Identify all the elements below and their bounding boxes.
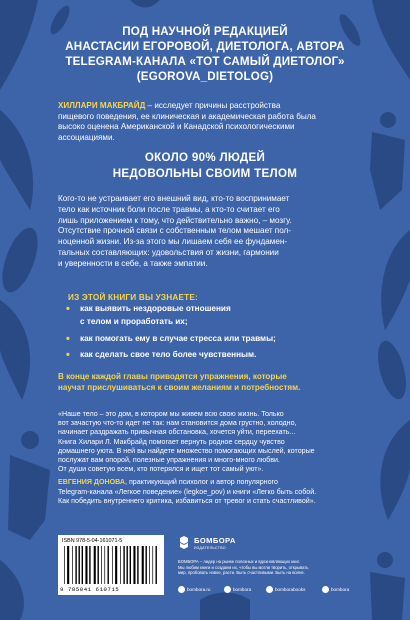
paragraph-line: тальных составляющих: удовольствия от жизни, гармонии — [58, 247, 279, 257]
barcode-bar — [101, 546, 102, 584]
author-bio-text: – исследует причины расстройства — [145, 101, 281, 110]
barcode-bar — [98, 546, 99, 584]
globe-icon — [178, 586, 185, 593]
quote-line: начинает раздражать привычная обстановка, хочется уйти, переехать... — [58, 428, 296, 437]
learn-title: ИЗ ЭТОЙ КНИГИ ВЫ УЗНАЕТЕ: — [68, 293, 198, 302]
barcode-bar — [115, 546, 117, 584]
barcode — [58, 535, 164, 595]
barcode-bar — [127, 546, 128, 584]
headline-line: ОКОЛО 90% ЛЮДЕЙ — [144, 151, 266, 164]
bullet-text: как сделать свое тело более чувственным. — [80, 350, 257, 359]
barcode-bar — [152, 546, 153, 584]
barcode-bar — [137, 546, 138, 584]
quote-author-line: Telegram-канала «Легкое поведение» (legkoe_pov) и книги «Легко быть собой. — [58, 487, 317, 496]
barcode-bar — [120, 546, 121, 584]
paragraph-line: Отсутствие прочной связи с собственным телом мешает пол- — [58, 226, 291, 236]
publisher-line: Мы любим книги и создаем их, чтобы вы могли творить, открывать — [178, 564, 309, 570]
quote-author-line: Как победить внутреннего критика, избавиться от тревог и стать счастливой». — [58, 496, 316, 505]
barcode-bar — [156, 546, 157, 584]
quote-line: Книга Хилари Л. Макбрайд помогает вернуть родное сердцу чувство — [58, 437, 285, 446]
social-label: bombora — [331, 587, 350, 592]
publisher-line: БОМБОРА – лидер на рынке полезных и вдохновляющих книг. — [178, 559, 300, 564]
editor-credit-header — [0, 24, 410, 84]
logo-text: БОМБОРА — [194, 536, 236, 545]
barcode-bar — [104, 546, 105, 584]
social-label: bombora — [233, 587, 252, 592]
barcode-bar — [67, 546, 69, 584]
barcode-bar — [142, 546, 144, 584]
barcode-bar — [72, 546, 73, 584]
quote-line: вот зачастую что-то идет не так: нам становится дома грустно, холодно, — [58, 419, 297, 428]
paragraph-line: тело как источник боли после травмы, а кто-то считает его — [58, 204, 280, 214]
publisher-logo — [178, 533, 258, 559]
author-name: ХИЛЛАРИ МАКБРАЙД — [58, 101, 146, 110]
description-paragraph — [58, 194, 358, 270]
bullet-dot-icon: • — [66, 303, 70, 315]
exercises-note — [58, 372, 358, 394]
vk-icon — [224, 586, 231, 593]
bullet-text: как помогать ему в случае стресса или травмы; — [80, 334, 276, 343]
telegram-icon — [266, 586, 273, 593]
paragraph-line: ноценной жизни. Из-за этого мы лишаем себя ее фундамен- — [58, 237, 288, 247]
isbn-text: ISBN 978-5-04-161071-5 — [62, 538, 123, 544]
barcode-bars — [62, 546, 162, 584]
quote-line: От души советую всем, кто потерялся и ищет тот самый уют». — [58, 465, 264, 474]
barcode-bar — [75, 546, 76, 584]
author-bio-line: высоко оценена Американской и Канадской психологическими — [58, 122, 295, 132]
paragraph-line: и уверенности в себе, а также эмпатии. — [58, 258, 208, 268]
social-link-telegram[interactable] — [266, 586, 305, 593]
barcode-bar — [82, 546, 83, 584]
barcode-bar — [130, 546, 131, 584]
exercises-line: В конце каждой главы приводятся упражнения, которые — [58, 372, 287, 381]
social-label: bomborabooks — [275, 587, 306, 592]
bullet-dot-icon: • — [66, 349, 70, 361]
bullet-text: с телом и проработать их; — [80, 317, 188, 326]
barcode-bar — [64, 546, 65, 584]
header-line: TELEGRAM-КАНАЛА «ТОТ САМЫЙ ДИЕТОЛОГ» — [65, 55, 345, 68]
social-link-vk[interactable] — [224, 586, 251, 593]
quote-line: домашнего уюта. В ней вы найдете множество помогающих мыслей, которые — [58, 446, 315, 455]
author-bio-line: ассоциациями. — [58, 132, 115, 142]
barcode-bar — [133, 546, 135, 584]
headline — [0, 150, 410, 182]
publisher-line: мир, пробовать новое, расти. Быть счастливыми. Быть на волне. — [178, 570, 305, 576]
social-links — [178, 586, 378, 596]
author-bio-line: пищевого поведения, ее клиническая и академическая работа была — [58, 111, 316, 121]
barcode-bar — [108, 546, 109, 584]
quote-author-name: ЕВГЕНИЯ ДОНОВА — [58, 478, 126, 487]
quote-line: «Наше тело – это дом, в котором мы живем всю свою жизнь. Только — [58, 410, 284, 418]
bombora-logo-icon — [178, 536, 190, 550]
barcode-bar — [146, 546, 147, 584]
exercises-line: научат прислушиваться к своим желаниям и потребностям. — [58, 382, 301, 392]
bullet-text: как выявить нездоровые отношения — [80, 304, 231, 313]
quote-author-text: , практикующий психолог и автор популярного — [125, 478, 278, 487]
quote-line: послужат вам опорой, полезные упражнения и много-много любви. — [58, 456, 280, 465]
barcode-bar — [85, 546, 87, 584]
youtube-icon — [322, 586, 329, 593]
author-bio-first-line — [58, 101, 358, 112]
header-line: ПОД НАУЧНОЙ РЕДАКЦИЕЙ — [122, 25, 288, 38]
social-label: bombora.ru — [187, 587, 211, 592]
testimonial-quote — [58, 410, 358, 506]
barcode-bar — [94, 546, 96, 584]
quote-author-line — [58, 478, 358, 487]
logo-subtitle: ИЗДАТЕЛЬСТВО — [194, 546, 226, 550]
paragraph-line: лишь приложением к тому, что действительно важно, – мозгу. — [58, 215, 292, 225]
bullet-dot-icon: • — [66, 333, 70, 345]
header-line: (EGOROVA_DIETOLOG) — [136, 70, 274, 83]
barcode-bar — [89, 546, 90, 584]
barcode-number: 9 785041 610715 — [60, 586, 120, 593]
headline-line: НЕДОВОЛЬНЫ СВОИМ ТЕЛОМ — [112, 167, 298, 180]
publisher-description — [178, 559, 378, 576]
paragraph-line: Кого-то не устраивает его внешний вид, кто-то воспринимает — [58, 194, 290, 203]
barcode-bar — [123, 546, 124, 584]
social-link-youtube[interactable] — [322, 586, 349, 593]
social-link-website[interactable] — [178, 586, 211, 593]
header-line: АНАСТАСИИ ЕГОРОВОЙ, ДИЕТОЛОГА, АВТОРА — [65, 40, 345, 53]
author-bio — [58, 101, 358, 143]
barcode-bar — [149, 546, 150, 584]
barcode-bar — [79, 546, 80, 584]
barcode-bar — [112, 546, 113, 584]
